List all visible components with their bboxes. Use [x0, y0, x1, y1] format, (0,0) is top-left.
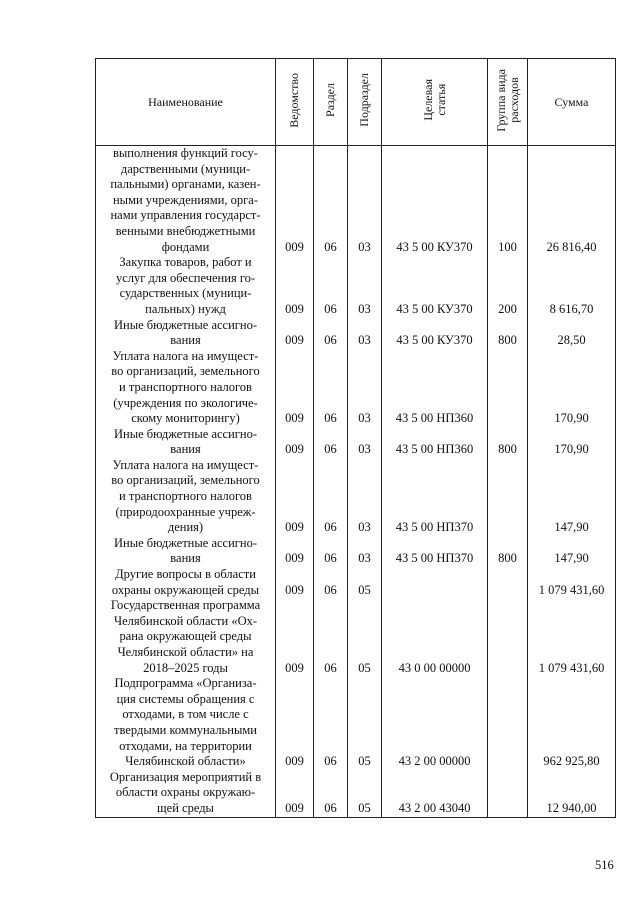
- cell-dept: 009: [276, 676, 314, 770]
- cell-dept: 009: [276, 255, 314, 317]
- cell-section: 06: [314, 318, 348, 349]
- cell-subsection: 05: [348, 770, 382, 817]
- cell-group: [488, 598, 528, 676]
- budget-table: [95, 58, 616, 818]
- cell-name: Подпрограмма «Организа- ция системы обращения с отходами, в том числе с твердыми коммунальными отходами, на территории Челябинской области»: [96, 676, 276, 770]
- header-sum: Сумма: [528, 59, 616, 146]
- cell-group: 200: [488, 255, 528, 317]
- cell-name: Уплата налога на имущест- во организаций, земельного и транспортного налогов (учреждения по экологиче- скому мониторингу): [96, 349, 276, 427]
- cell-group: [488, 770, 528, 817]
- cell-group: 800: [488, 536, 528, 567]
- cell-subsection: 03: [348, 536, 382, 567]
- cell-sum: 12 940,00: [528, 770, 616, 817]
- table-row: [96, 427, 616, 458]
- cell-sum: 8 616,70: [528, 255, 616, 317]
- cell-group: 800: [488, 427, 528, 458]
- cell-subsection: 03: [348, 349, 382, 427]
- cell-dept: 009: [276, 458, 314, 536]
- header-section: Раздел: [314, 59, 348, 146]
- table-row: [96, 676, 616, 770]
- header-group: Группа вида расходов: [488, 59, 528, 146]
- cell-target: 43 5 00 КУ370: [382, 255, 488, 317]
- cell-target: 43 2 00 43040: [382, 770, 488, 817]
- cell-group: [488, 458, 528, 536]
- cell-name: Иные бюджетные ассигно- вания: [96, 427, 276, 458]
- cell-dept: 009: [276, 598, 314, 676]
- cell-name: Государственная программа Челябинской области «Ох- рана окружающей среды Челябинской области» на 2018–2025 годы: [96, 598, 276, 676]
- table-row: [96, 146, 616, 256]
- cell-sum: 147,90: [528, 536, 616, 567]
- cell-target: 43 2 00 00000: [382, 676, 488, 770]
- cell-sum: 962 925,80: [528, 676, 616, 770]
- cell-dept: 009: [276, 427, 314, 458]
- cell-name: Уплата налога на имущест- во организаций, земельного и транспортного налогов (природоохранные учреж- дения): [96, 458, 276, 536]
- cell-dept: 009: [276, 567, 314, 598]
- cell-name: Закупка товаров, работ и услуг для обеспечения го- сударственных (муници- пальных) нужд: [96, 255, 276, 317]
- header-target: Целевая статья: [382, 59, 488, 146]
- cell-name: Организация мероприятий в области охраны окружаю- щей среды: [96, 770, 276, 817]
- cell-target: [382, 567, 488, 598]
- cell-subsection: 03: [348, 146, 382, 256]
- table-header-row: [96, 59, 616, 146]
- cell-group: [488, 349, 528, 427]
- cell-target: 43 5 00 НП360: [382, 427, 488, 458]
- table-row: [96, 567, 616, 598]
- cell-section: 06: [314, 676, 348, 770]
- cell-name: выполнения функций госу- дарственными (муници- пальными) органами, казен- ными учреждениями, орга- нами управления государст- венными внебюджетными фондами: [96, 146, 276, 256]
- table-row: [96, 458, 616, 536]
- cell-dept: 009: [276, 770, 314, 817]
- table-row: [96, 536, 616, 567]
- page-number: 516: [595, 858, 614, 872]
- cell-sum: 1 079 431,60: [528, 567, 616, 598]
- cell-section: 06: [314, 349, 348, 427]
- cell-subsection: 03: [348, 458, 382, 536]
- cell-dept: 009: [276, 146, 314, 256]
- cell-section: 06: [314, 146, 348, 256]
- cell-sum: 28,50: [528, 318, 616, 349]
- cell-name: Иные бюджетные ассигно- вания: [96, 536, 276, 567]
- cell-group: [488, 567, 528, 598]
- cell-subsection: 05: [348, 567, 382, 598]
- cell-subsection: 03: [348, 318, 382, 349]
- cell-subsection: 05: [348, 676, 382, 770]
- cell-name: Иные бюджетные ассигно- вания: [96, 318, 276, 349]
- cell-target: 43 0 00 00000: [382, 598, 488, 676]
- cell-sum: 1 079 431,60: [528, 598, 616, 676]
- table-row: [96, 318, 616, 349]
- cell-target: 43 5 00 НП360: [382, 349, 488, 427]
- cell-section: 06: [314, 536, 348, 567]
- table-body: [96, 146, 616, 818]
- cell-dept: 009: [276, 349, 314, 427]
- cell-target: 43 5 00 КУ370: [382, 318, 488, 349]
- cell-subsection: 03: [348, 427, 382, 458]
- cell-section: 06: [314, 567, 348, 598]
- header-name: Наименование: [96, 59, 276, 146]
- cell-group: [488, 676, 528, 770]
- cell-sum: 170,90: [528, 427, 616, 458]
- header-dept: Ведомство: [276, 59, 314, 146]
- cell-group: 100: [488, 146, 528, 256]
- cell-section: 06: [314, 458, 348, 536]
- cell-section: 06: [314, 255, 348, 317]
- cell-target: 43 5 00 НП370: [382, 458, 488, 536]
- table-row: [96, 255, 616, 317]
- cell-section: 06: [314, 598, 348, 676]
- cell-dept: 009: [276, 536, 314, 567]
- table-row: [96, 349, 616, 427]
- cell-dept: 009: [276, 318, 314, 349]
- cell-name: Другие вопросы в области охраны окружающей среды: [96, 567, 276, 598]
- cell-target: 43 5 00 КУ370: [382, 146, 488, 256]
- cell-sum: 26 816,40: [528, 146, 616, 256]
- header-subsection: Подраздел: [348, 59, 382, 146]
- table-row: [96, 598, 616, 676]
- cell-target: 43 5 00 НП370: [382, 536, 488, 567]
- cell-subsection: 05: [348, 598, 382, 676]
- cell-sum: 170,90: [528, 349, 616, 427]
- cell-group: 800: [488, 318, 528, 349]
- cell-section: 06: [314, 770, 348, 817]
- cell-sum: 147,90: [528, 458, 616, 536]
- cell-subsection: 03: [348, 255, 382, 317]
- table-row: [96, 770, 616, 817]
- cell-section: 06: [314, 427, 348, 458]
